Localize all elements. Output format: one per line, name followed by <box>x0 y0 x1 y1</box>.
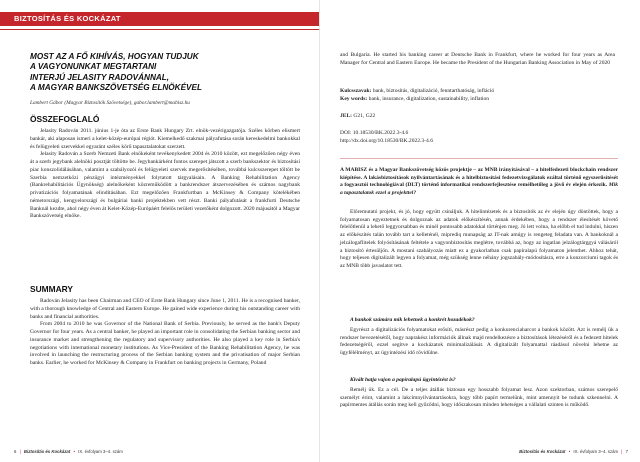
title-line: A MAGYAR BANKSZÖVETSÉG ELNÖKÉVEL <box>30 83 202 93</box>
paragraph: Jelasity Radován 2011. június 1-je óta az Erste Bank Hungary Zrt. elnök-vezérigazgatója. Széles körben elismert bankár, aki alaposan ismeri a kelet-közép-európai régiót. Kiemelkedő szakmai pályafutása során kereskedelmi bankokkal és felügyeleti szervekkel egyaránt széles körű tapasztalatokat szerzett. <box>30 128 300 150</box>
doi-text: DOI: 10.18530/BK.2022.3-4.6 <box>340 130 409 136</box>
author-line: Lambert Gábor (Magyar Biztosítók Szövetsége), gabor.lambert@mabisz.hu <box>30 100 190 106</box>
summary-heading-hu: ÖSSZEFOGLALÓ <box>30 114 100 124</box>
title-line: INTERJÚ JELASITY RADOVÁNNAL, <box>30 72 170 82</box>
page-number: 7 <box>625 449 628 454</box>
footer-issue: IX. évfolyam 3–4. szám <box>573 449 619 454</box>
answer-2 <box>340 327 618 373</box>
summary-hu <box>30 128 300 276</box>
paragraph: Jelasity Radován a Szerb Nemzeti Bank elnökeként tevékenykedett 2004 és 2010 között, ezt megelőzően négy éven át a szerb jegybank alelnöki posztját töltötte be. Jegybankárként fontos szerepet játszott a szerb bankszektor és biztosítási piac konszolidálásában, valamint a szabályozói és felügyeleti szervek megerősítésében, továbbá kulcsszerepet töltött be Szerbia nemzetközi pénzügyi intézményekkel folytatott tárgyalásain. A Banking Rehabilitation Agency (Bankrehabilitációs Ügynökség) alelnökeként közreműködött a bankrendszer átszervezésében és számos nagybank privatizációs folyamatának elindításában. Ezt megelőzően Frankfurtban a McKinsey & Company kötelékében németországi, kengyelországi és bulgáriai banki projektekben vett részt. Banki pályafutását a frankfurti Deutsche Banknál kezdte, ahol négy éven át Kelet-Közép-Európáért felelős területi vezetőként dolgozott. 2020 májusától a Magyar Bankszövetség elnöke. <box>30 151 300 220</box>
interview-question-1: A bankok számára mik lehetnek a konkrét hozadékok? <box>350 317 475 323</box>
jel-line <box>340 113 615 121</box>
footer-publication: Biztosítás és Kockázat <box>23 449 71 454</box>
right-page <box>320 0 640 462</box>
footer-separator: • <box>568 449 571 454</box>
paragraph: Remélj ük. Ez a cél. De a teljes átállás biztosan egy hosszabb folyamat lesz. Azon szektorban, számos szerepelő személyt érint, valamint a lakcímnyilvántartásokra, hogy több papírt termelünk, mint amennyit be tudunk szkennelni. A papírmentes átállás során meg kell győződni, hogy időszakosan minden lehetséges a vállalati szinten is működő. <box>340 387 618 409</box>
keywords-en-values: bank, insurance, digitalization, sustainability, inflation <box>368 95 490 102</box>
summary-heading-en: SUMMARY <box>30 284 73 294</box>
section-header-text: BIZTOSÍTÁS ÉS KOCKÁZAT <box>14 14 121 23</box>
footer-separator: • <box>73 449 75 454</box>
page-footer-left <box>14 448 123 456</box>
keywords-block <box>340 88 615 108</box>
section-divider <box>340 158 618 159</box>
footer-publication: Biztosítás és Kockázat <box>519 449 566 454</box>
keywords-hu <box>340 88 615 96</box>
doi-block <box>340 130 615 146</box>
paragraph: Radován Jelasity has been Chairman and CEO of Erste Bank Hungary since June 1, 2011. He is a recognised banker, with a thorough knowledge of Central and Eastern Europe. He gained wide experience during his outstanding career with banks and financial authorities. <box>30 298 300 320</box>
interview-lead <box>340 167 618 207</box>
keywords-en <box>340 96 615 104</box>
keywords-hu-label: Kulcsszavak: <box>340 88 372 94</box>
header-rule <box>0 29 320 30</box>
page-number: 6 <box>14 449 17 454</box>
jel-codes <box>340 113 615 122</box>
title-line: A VAGYONUNKAT MEGTARTANI <box>30 62 157 72</box>
keywords-hu-values: bank, biztosítás, digitalizáció, fenntarthatóság, infláció <box>372 88 495 94</box>
interview-question-2: Kivált hatja vajon a papíralapú ügyintézést is? <box>350 377 456 383</box>
footer-issue: IX. évfolyam 3–4. szám <box>78 449 123 454</box>
paragraph: Egyrészt a digitalizációs folyamatokat erősíti, másrészt pedig a konkurenciaharcot a bankok között. Azt is remélj ük a rendszer bevezetésétől, hogy naprakész információk állnak majd rendelkezésre a biztosítások létezéséről és a fedezett hitelek fedezetségéről, ezzel segítve a kockázatok minimalizálását. A digitalizált folyamattal ráadásul növelni lehetne az ügyfélélményt, az ügyintézési idő rövidülne. <box>340 327 618 357</box>
answer-3 <box>340 387 618 409</box>
lead-text: A MABISZ és a Magyar Bankszövetség közös projektje – az MNB irányításával – a hitelfedezeti blockchain rendszer kiépítése. A lakásbiztosítások nyilvántartásának és a hitelbiztosítási fedezetvizsgálatok ezáltal történő egyszerűsítését a fogyasztói technológiával (DLT) történő informatikai rendszerfejlesztése remélhetőleg a jövő év elején érkezik. <box>340 167 618 189</box>
lead-question: Mik a tapasztalatok ezzel a projekttel? <box>340 182 618 197</box>
paragraph: From 2004 to 2010 he was Governor of the National Bank of Serbia. Previously, he served as the bank's Deputy Governor for four years. As a central banker, he played an important role in consolidating the Serbian banking sector and insurance market and strengthening the regulatory and supervisory authorities. He also played a key role in Serbia's negotiations with international monetary institutions. As Vice-President of the Banking Rehabilitation Agency, he was involved in launching the restructuring process of the Serbian banking system and the privatisation of major Serbian banks. Earlier, he worked for McKinsey & Company in Frankfurt on banking projects in Germany, Poland <box>30 321 300 366</box>
jel-label: JEL: <box>340 113 353 119</box>
doi-link[interactable]: http://dx.doi.org/10.18530/BK.2022.3-4.6 <box>340 137 433 144</box>
jel-values: G21, G22 <box>353 113 376 119</box>
footer-separator: | <box>621 449 623 454</box>
paragraph: Előremutató projekt, és jó, hogy együtt csináljuk. A hitelintézetek és a biztosítók az év elején úgy döntöttek, hogy a folyamatosan egyeztetnek és dolgoznak az adatok előkészítésén, annak érdekében, hogy a rendszer élesítését követő felelőtlenül a lehető leggyorsabban és minél pontosabb adatokkal történjen meg. Jó lett volna, ha előbb el tud indulni, hiszen az előkészítés talán tovább tart a kelleténél, miprediq munapság az IT-nak amúgy is rengeteg feladata van. A bankoknál a jelzálogaflitelek folyósításának feltétele a vagyonbiztosítás meglétre, továbbá az, hogy az ingatlan jelzálogtárggyá válásáról a biztosító értesüljön. A mostani szabályozás miatt ez a gyakorlatban csak papíralapú folyamaton jelenthet. Ahhoz tehát, hogy teljesen digitalizált legyen a folyamat, még szükség lenne néhány jogszabály-módosításra, erre a konzorciumi tagok és az MNB több javaslatot tett. <box>340 209 618 269</box>
article-title <box>30 52 300 94</box>
footer-separator: | <box>19 449 21 454</box>
section-header-bar <box>0 12 320 26</box>
summary-en <box>30 298 300 442</box>
page-footer-right <box>519 448 628 456</box>
summary-en-continuation <box>340 52 615 84</box>
paragraph: and Bulgaria. He started his banking career at Deutsche Bank in Frankfurt, where he worked for four years as Area Manager for Central and Eastern Europe. He became the President of the Hungarian Banking Association in May of 2020 <box>340 52 615 66</box>
answer-1 <box>340 209 618 313</box>
keywords-en-label: Key words: <box>340 95 368 102</box>
title-line: MOST AZ A FŐ KIHÍVÁS, HOGYAN TUDJUK <box>30 52 199 61</box>
